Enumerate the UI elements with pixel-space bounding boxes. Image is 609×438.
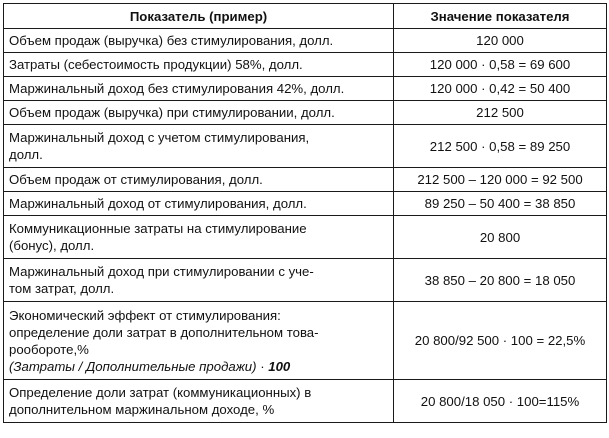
table-row (4, 380, 607, 423)
row-value: 20 800/18 050 · 100=115% (394, 380, 607, 423)
row-metric: Маржинальный доход без стимулирования 42%, долл. (4, 77, 394, 101)
row-value: 212 500 · 0,58 = 89 250 (394, 125, 607, 168)
indicator-table (3, 3, 607, 423)
metric-line: Маржинальный доход при стимулировании с уче- (9, 264, 314, 279)
row-value: 120 000 · 0,42 = 50 400 (394, 77, 607, 101)
row-metric (4, 125, 394, 168)
metric-line: Определение доли затрат (коммуникационных) в (9, 385, 312, 400)
row-value: 212 500 (394, 101, 607, 125)
table-row (4, 259, 607, 302)
table-row (4, 53, 607, 77)
table-row (4, 302, 607, 380)
row-metric: Объем продаж от стимулирования, долл. (4, 168, 394, 192)
metric-line: том затрат, долл. (9, 281, 115, 296)
row-value: 120 000 · 0,58 = 69 600 (394, 53, 607, 77)
metric-line: (бонус), долл. (9, 238, 95, 253)
row-value: 20 800/92 500 · 100 = 22,5% (394, 302, 607, 380)
table-header-row (4, 4, 607, 29)
row-metric (4, 259, 394, 302)
table-row (4, 29, 607, 53)
row-metric: Маржинальный доход от стимулирования, долл. (4, 192, 394, 216)
table-row (4, 216, 607, 259)
row-value: 120 000 (394, 29, 607, 53)
metric-line: дополнительном маржинальном доходе, % (9, 402, 275, 417)
row-value: 89 250 – 50 400 = 38 850 (394, 192, 607, 216)
formula-italic: (Затраты / Дополнительные продажи) (9, 358, 257, 374)
metric-line: Экономический эффект от стимулирования: (9, 307, 281, 323)
table-row (4, 77, 607, 101)
metric-line: Маржинальный доход с учетом стимулирования, (9, 130, 310, 145)
table-row (4, 192, 607, 216)
header-value: Значение показателя (394, 4, 607, 29)
row-metric: Затраты (себестоимость продукции) 58%, долл. (4, 53, 394, 77)
formula-dot: · (256, 358, 269, 374)
row-metric (4, 216, 394, 259)
row-metric: Объем продаж (выручка) при стимулировании, долл. (4, 101, 394, 125)
table-row (4, 101, 607, 125)
row-metric (4, 302, 394, 380)
row-value: 38 850 – 20 800 = 18 050 (394, 259, 607, 302)
metric-line: определение доли затрат в дополнительном това- (9, 324, 319, 340)
row-metric: Объем продаж (выручка) без стимулирования, долл. (4, 29, 394, 53)
metric-line: долл. (9, 147, 43, 162)
formula-multiplier: 100 (268, 358, 291, 374)
header-metric: Показатель (пример) (4, 4, 394, 29)
metric-line: рообороте,% (9, 341, 89, 357)
row-value: 212 500 – 120 000 = 92 500 (394, 168, 607, 192)
table-row (4, 168, 607, 192)
indicator-table-container (3, 3, 606, 423)
metric-line: Коммуникационные затраты на стимулирование (9, 221, 307, 236)
table-row (4, 125, 607, 168)
row-metric (4, 380, 394, 423)
row-value: 20 800 (394, 216, 607, 259)
